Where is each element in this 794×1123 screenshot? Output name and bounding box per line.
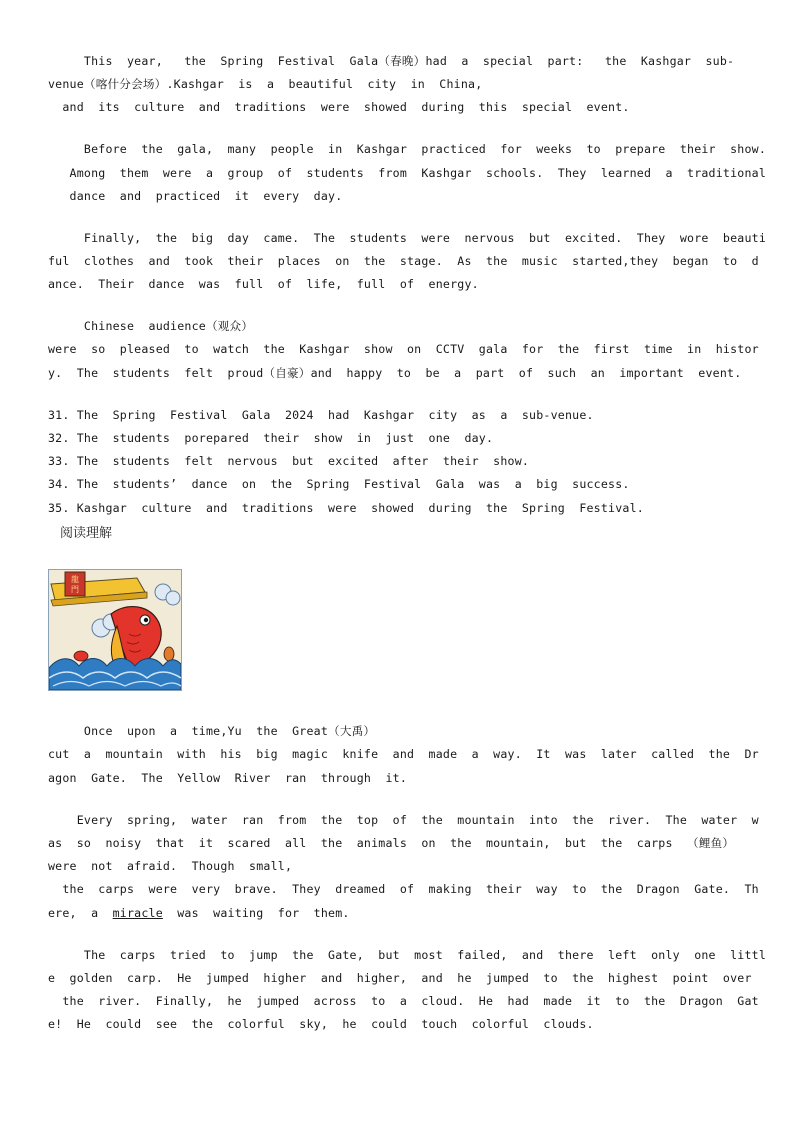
carp-dragon-gate-illustration [48, 569, 182, 691]
passage1-line: were so pleased to watch the Kashgar show on CCTV gala for the first time in histor [48, 342, 759, 356]
passage1-line: This year, the Spring Festival Gala（春晚）had a special part: the Kashgar sub- [48, 54, 735, 68]
passage1-line: y. The students felt proud（自豪）and happy to be a part of such an important event. [48, 366, 742, 380]
passage2-line-miracle [48, 906, 350, 920]
text-segment: was waiting for them. [162, 906, 350, 920]
question-35: 35. Kashgar culture and traditions were showed during the Spring Festival. [48, 501, 644, 515]
passage1-line: and its culture and traditions were showed during this special event. [48, 100, 630, 114]
question-31: 31. The Spring Festival Gala 2024 had Kashgar city as a sub-venue. [48, 408, 594, 422]
passage2-line: e golden carp. He jumped higher and higher, and he jumped to the highest point over [48, 971, 752, 985]
section-heading: 阅读理解 [60, 526, 113, 541]
passage1-line: ful clothes and took their places on the stage. As the music started,they began to d [48, 254, 759, 268]
passage2-line: cut a mountain with his big magic knife and made a way. It was later called the Dr [48, 747, 759, 761]
gate-sign-top: 龍 [71, 575, 79, 584]
text-segment: ere, a [48, 906, 113, 920]
passage2-line: The carps tried to jump the Gate, but most failed, and there left only one littl [48, 948, 767, 962]
passage2-line: Every spring, water ran from the top of the mountain into the river. The water w [48, 813, 759, 827]
question-34: 34. The students’ dance on the Spring Festival Gala was a big success. [48, 477, 630, 491]
passage2-line: were not afraid. Though small, [48, 859, 293, 873]
carp-icon [49, 570, 181, 690]
passage2-line: Once upon a time,Yu the Great（大禹） [48, 724, 376, 738]
passage2-line: the carps were very brave. They dreamed of making their way to the Dragon Gate. Th [48, 882, 759, 896]
passage1-line: ance. Their dance was full of life, full of energy. [48, 277, 479, 291]
gate-sign-bottom: 門 [71, 585, 79, 594]
passage2-line: agon Gate. The Yellow River ran through it. [48, 771, 408, 785]
passage2-line: the river. Finally, he jumped across to a cloud. He had made it to the Dragon Gat [48, 994, 759, 1008]
passage1-line: Chinese audience（观众） [48, 319, 254, 333]
question-32: 32. The students porepared their show in just one day. [48, 431, 494, 445]
passage1-line: dance and practiced it every day. [48, 189, 343, 203]
passage1-line: Finally, the big day came. The students were nervous but excited. They wore beauti [48, 231, 767, 245]
question-33: 33. The students felt nervous but excited after their show. [48, 454, 530, 468]
underlined-word-miracle: miracle [112, 906, 163, 920]
passage1-line: venue（喀什分会场）.Kashgar is a beautiful city in China, [48, 77, 483, 91]
passage1-line: Before the gala, many people in Kashgar practiced for weeks to prepare their show. [48, 142, 767, 156]
passage2-line: e! He could see the colorful sky, he could touch colorful clouds. [48, 1017, 594, 1031]
passage1-line: Among them were a group of students from Kashgar schools. They learned a traditional [48, 166, 767, 180]
passage2-line: as so noisy that it scared all the animals on the mountain, but the carps （鲤鱼） [48, 836, 735, 850]
